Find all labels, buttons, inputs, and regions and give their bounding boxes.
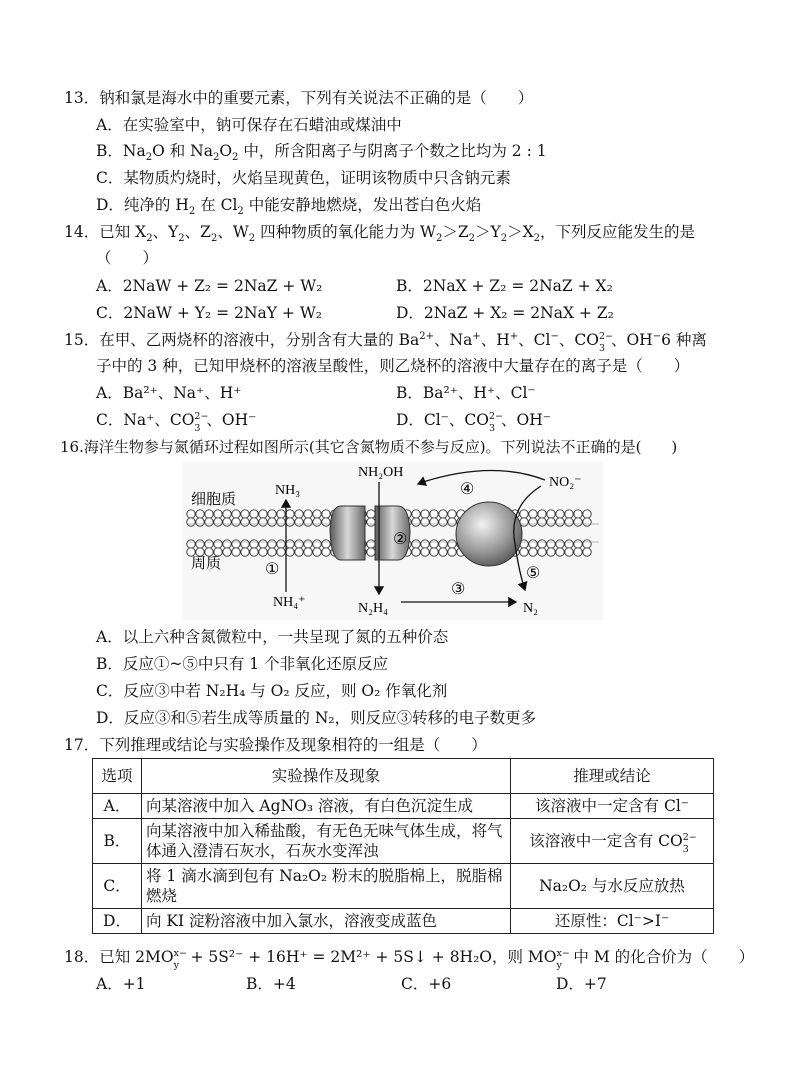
lipid-head xyxy=(547,510,555,518)
lipid-head xyxy=(268,548,276,556)
table-row xyxy=(93,864,714,909)
lipid-head xyxy=(574,540,582,548)
q14-stem: 14．已知 $X_2$、$Y_2$、$Z_2$、$W_2$ 四种物质的氧化能力为 $W_2>Z_2>Y_2>X_2$，下列反应能发生的是 xyxy=(64,223,696,245)
lipid-head xyxy=(286,540,294,548)
lipid-head xyxy=(439,510,447,518)
lipid-head xyxy=(250,548,258,556)
lipid-head xyxy=(538,548,546,556)
lipid-head xyxy=(556,548,564,556)
lipid-head xyxy=(538,518,546,526)
lipid-head xyxy=(367,518,375,526)
row-operation: 向 KI 淀粉溶液中加入氯水，溶液变成蓝色 xyxy=(142,909,511,934)
row-operation: 向某溶液中加入 AgNO₃ 溶液，有白色沉淀生成 xyxy=(142,794,511,819)
q13-option-a: A．在实验室中，钠可保存在石蜡油或煤油中 xyxy=(96,116,402,134)
cytoplasm-label: 细胞质 xyxy=(191,490,237,508)
q15-option-c: C．Na⁺、CO 2− 3 、OH⁻ xyxy=(96,411,257,434)
lipid-head xyxy=(448,548,456,556)
lipid-head xyxy=(313,518,321,526)
lipid-head xyxy=(583,548,591,556)
lipid-head xyxy=(232,518,240,526)
lipid-head xyxy=(574,548,582,556)
lipid-head xyxy=(250,510,258,518)
lipid-head xyxy=(421,540,429,548)
lipid-head xyxy=(286,510,294,518)
lipid-head xyxy=(196,540,204,548)
lipid-head xyxy=(565,518,573,526)
q18-stem: 18．已知 2MO x− y + 5S²⁻ + 16H⁺ = 2M²⁺ + 5S↓ + 8H₂O，则 MO x− y 中 M 的化合价为（ ） xyxy=(64,948,755,971)
lipid-head xyxy=(583,518,591,526)
lipid-head xyxy=(241,518,249,526)
lipid-head xyxy=(232,510,240,518)
q17-table xyxy=(92,758,714,934)
q16-option-c: C．反应③中若 N₂H₄ 与 O₂ 反应，则 O₂ 作氧化剂 xyxy=(96,682,448,700)
lipid-head xyxy=(196,518,204,526)
lipid-head xyxy=(529,518,537,526)
row-operation: 向某溶液中加入稀盐酸，有无色无味气体生成，将气体通入澄清石灰水，石灰水变浑浊 xyxy=(142,819,511,864)
reaction-1-label: ① xyxy=(265,559,280,578)
lipid-head xyxy=(259,540,267,548)
q15-stem-line2: 子中的 3 种，已知甲烧杯的溶液呈酸性，则乙烧杯的溶液中大量存在的离子是（ ） xyxy=(96,357,690,375)
lipid-head xyxy=(412,548,420,556)
lipid-head xyxy=(250,540,258,548)
q18-option-d: D．+7 xyxy=(556,975,607,993)
lipid-head xyxy=(556,518,564,526)
lipid-head xyxy=(322,518,330,526)
lipid-head xyxy=(223,510,231,518)
lipid-head xyxy=(421,510,429,518)
header-option: 选项 xyxy=(93,759,142,794)
reaction-5-label: ⑤ xyxy=(526,563,541,582)
q13-stem: 13．钠和氯是海水中的重要元素，下列有关说法不正确的是（ ） xyxy=(64,89,534,107)
lipid-head xyxy=(412,510,420,518)
lipid-head xyxy=(241,548,249,556)
lipid-head xyxy=(520,548,528,556)
lipid-head xyxy=(574,518,582,526)
nitrogen-cycle-diagram xyxy=(183,462,603,620)
lipid-head xyxy=(367,540,375,548)
lipid-head xyxy=(214,540,222,548)
lipid-head xyxy=(448,518,456,526)
lipid-head xyxy=(223,548,231,556)
table-row xyxy=(93,909,714,934)
lipid-head xyxy=(304,548,312,556)
lipid-head xyxy=(430,540,438,548)
table-row xyxy=(93,819,714,864)
lipid-head xyxy=(547,518,555,526)
q14-option-b: B．2NaX + Z₂ = 2NaZ + X₂ xyxy=(396,277,613,295)
lipid-head xyxy=(367,510,375,518)
lipid-head xyxy=(547,548,555,556)
lipid-head xyxy=(430,548,438,556)
lipid-head xyxy=(313,510,321,518)
row-option: A． xyxy=(93,794,142,819)
q14-paren: （ ） xyxy=(96,249,159,267)
lipid-head xyxy=(259,548,267,556)
lipid-head xyxy=(295,540,303,548)
q16-option-d: D．反应③和⑤若生成等质量的 N₂，则反应③转移的电子数更多 xyxy=(96,709,537,727)
q16-option-b: B．反应①~⑤中只有 1 个非氧化还原反应 xyxy=(96,655,389,673)
table-row xyxy=(93,794,714,819)
lipid-head xyxy=(304,510,312,518)
lipid-head xyxy=(565,540,573,548)
lipid-head xyxy=(583,540,591,548)
q14-option-a: A．2NaW + Z₂ = 2NaZ + W₂ xyxy=(96,277,323,295)
lipid-head xyxy=(196,510,204,518)
lipid-head xyxy=(223,518,231,526)
lipid-head xyxy=(439,540,447,548)
q13-option-b: B．$Na_2O$ 和 $Na_2O_2$ 中，所含阳离子与阴离子个数之比均为 2 : 1 xyxy=(96,142,547,164)
lipid-head xyxy=(322,540,330,548)
lipid-head xyxy=(295,518,303,526)
reaction-2-label: ② xyxy=(393,529,408,548)
lipid-head xyxy=(322,548,330,556)
lipid-head xyxy=(286,548,294,556)
lipid-head xyxy=(214,518,222,526)
q18-option-b: B．+4 xyxy=(246,975,296,993)
lipid-head xyxy=(322,510,330,518)
q15-stem-line1: 15．在甲、乙两烧杯的溶液中，分别含有大量的 $Ba^{2+}$、Na+、H+、Cl−、CO 2− 3 、OH−6 种离 xyxy=(64,330,707,354)
lipid-head xyxy=(277,540,285,548)
lipid-head xyxy=(412,518,420,526)
q14-option-c: C．2NaW + Y₂ = 2NaY + W₂ xyxy=(96,304,322,322)
nh3-label: NH₃ xyxy=(275,483,301,498)
q17-stem: 17．下列推理或结论与实验操作及现象相符的一组是（ ） xyxy=(64,736,487,754)
q15-option-a: A．Ba²⁺、Na⁺、H⁺ xyxy=(96,384,242,402)
lipid-head xyxy=(430,518,438,526)
lipid-head xyxy=(214,510,222,518)
lipid-head xyxy=(421,548,429,556)
lipid-head xyxy=(277,510,285,518)
lipid-head xyxy=(556,510,564,518)
lipid-head xyxy=(277,518,285,526)
lipid-head xyxy=(205,510,213,518)
row-option: B． xyxy=(93,819,142,864)
lipid-head xyxy=(565,510,573,518)
lipid-head xyxy=(295,510,303,518)
n2-label: N₂ xyxy=(523,601,538,616)
lipid-head xyxy=(295,548,303,556)
lipid-head xyxy=(421,518,429,526)
q15-option-d: D．Cl⁻、CO 2− 3 、OH⁻ xyxy=(396,411,551,434)
reaction-4-label: ④ xyxy=(460,479,475,498)
q15-option-b: B．Ba²⁺、H⁺、Cl⁻ xyxy=(396,384,536,402)
row-option: C． xyxy=(93,864,142,909)
lipid-head xyxy=(367,548,375,556)
lipid-head xyxy=(259,510,267,518)
n2h4-label: N₂H₄ xyxy=(358,601,388,616)
lipid-head xyxy=(187,540,195,548)
lipid-head xyxy=(529,510,537,518)
lipid-head xyxy=(268,540,276,548)
lipid-head xyxy=(439,548,447,556)
lipid-head xyxy=(205,518,213,526)
lipid-head xyxy=(556,540,564,548)
lipid-head xyxy=(529,540,537,548)
lipid-head xyxy=(268,510,276,518)
lipid-head xyxy=(448,540,456,548)
row-option: D． xyxy=(93,909,142,934)
header-conclusion: 推理或结论 xyxy=(511,759,714,794)
lipid-head xyxy=(439,518,447,526)
q16-option-a: A．以上六种含氮微粒中，一共呈现了氮的五种价态 xyxy=(96,628,449,646)
lipid-head xyxy=(259,518,267,526)
q18-option-a: A．+1 xyxy=(96,975,146,993)
lipid-head xyxy=(574,510,582,518)
nh2oh-label: NH₂OH xyxy=(358,465,404,480)
lipid-head xyxy=(304,540,312,548)
lipid-head xyxy=(529,548,537,556)
row-conclusion: 该溶液中一定含有 Cl⁻ xyxy=(511,794,714,819)
lipid-head xyxy=(232,540,240,548)
lipid-head xyxy=(223,540,231,548)
lipid-head xyxy=(547,540,555,548)
row-conclusion: Na₂O₂ 与水反应放热 xyxy=(511,864,714,909)
q13-option-c: C．某物质灼烧时，火焰呈现黄色，证明该物质中只含钠元素 xyxy=(96,169,511,187)
lipid-head xyxy=(241,510,249,518)
nh4-label: NH₄⁺ xyxy=(273,595,306,610)
lipid-head xyxy=(430,510,438,518)
lipid-head xyxy=(538,510,546,518)
q14-option-d: D．2NaZ + X₂ = 2NaX + Z₂ xyxy=(396,304,614,322)
channel-protein-left xyxy=(330,506,365,560)
lipid-head xyxy=(313,540,321,548)
lipid-head xyxy=(412,540,420,548)
row-operation: 将 1 滴水滴到包有 Na₂O₂ 粉末的脱脂棉上，脱脂棉燃烧 xyxy=(142,864,511,909)
reaction-3-label: ③ xyxy=(451,579,466,598)
lipid-head xyxy=(205,540,213,548)
q18-option-c: C．+6 xyxy=(401,975,452,993)
lipid-head xyxy=(187,510,195,518)
table-header-row xyxy=(93,759,714,794)
q16-stem: 16.海洋生物参与氮循环过程如图所示(其它含氮物质不参与反应)。下列说法不正确的是( ) xyxy=(60,438,678,456)
lipid-head xyxy=(268,518,276,526)
row-conclusion: 该溶液中一定含有 CO 2− 3 xyxy=(511,819,714,864)
lipid-head xyxy=(304,518,312,526)
lipid-head xyxy=(313,548,321,556)
lipid-head xyxy=(520,510,528,518)
no2-label: NO₂⁻ xyxy=(549,475,582,490)
lipid-head xyxy=(277,548,285,556)
row-conclusion: 还原性：Cl⁻>I⁻ xyxy=(511,909,714,934)
header-operation: 实验操作及现象 xyxy=(142,759,511,794)
lipid-head xyxy=(187,518,195,526)
lipid-head xyxy=(286,518,294,526)
periplasm-label: 周质 xyxy=(191,554,222,572)
enzyme-protein xyxy=(456,502,522,566)
lipid-head xyxy=(241,540,249,548)
lipid-head xyxy=(565,548,573,556)
lipid-head xyxy=(583,510,591,518)
q13-option-d: D．纯净的 $H_2$ 在 $Cl_2$ 中能安静地燃烧，发出苍白色火焰 xyxy=(96,196,482,218)
lipid-head xyxy=(448,510,456,518)
lipid-head xyxy=(538,540,546,548)
lipid-head xyxy=(232,548,240,556)
lipid-head xyxy=(250,518,258,526)
